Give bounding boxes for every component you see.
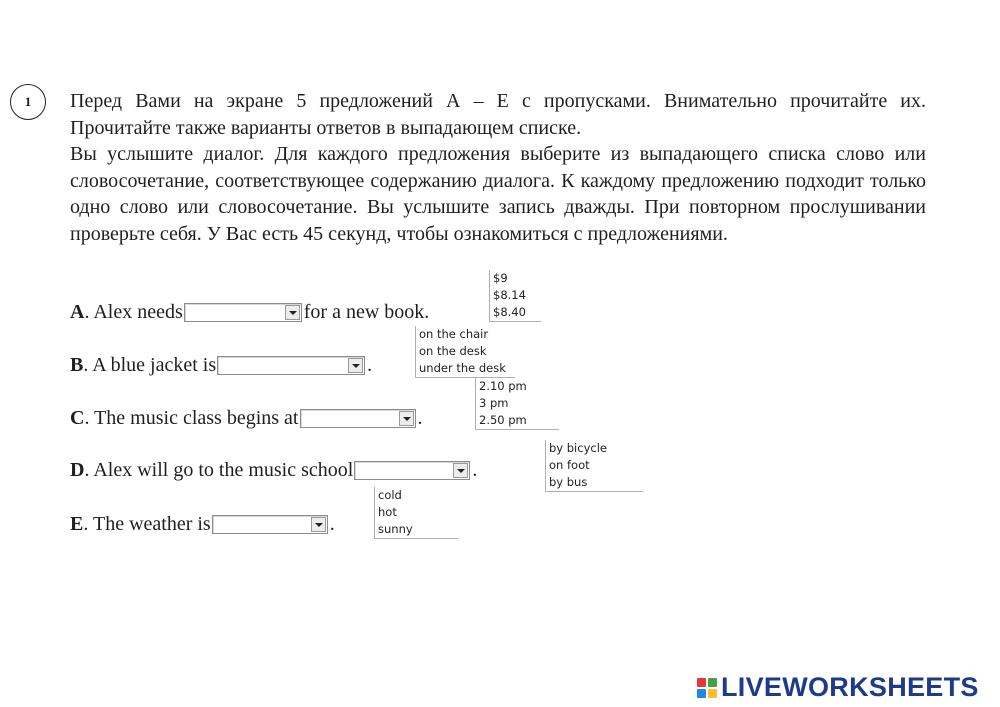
question-letter: E [70, 512, 84, 535]
answer-dropdown-a[interactable] [184, 303, 302, 322]
option-item[interactable]: on the chair [419, 327, 489, 341]
question-text-after: . [472, 458, 478, 481]
option-item[interactable]: $8.14 [493, 288, 526, 302]
option-item[interactable]: under the desk [419, 361, 506, 375]
question-letter: A [70, 300, 85, 323]
option-item[interactable]: 3 pm [479, 396, 509, 410]
question-text-before: . Alex needs [84, 300, 183, 323]
chevron-down-icon[interactable] [399, 411, 414, 426]
chevron-down-icon[interactable] [311, 517, 326, 532]
question-text-before: . The weather is [83, 512, 211, 535]
chevron-down-icon[interactable] [453, 463, 468, 478]
option-item[interactable]: on the desk [419, 344, 487, 358]
option-item[interactable]: by bicycle [549, 441, 607, 455]
option-item[interactable]: 2.50 pm [479, 413, 527, 427]
question-text-before: . Alex will go to the music school [84, 458, 354, 481]
answer-dropdown-c[interactable] [300, 409, 416, 428]
question-text-after: . [417, 406, 423, 429]
question-text-after: . [329, 512, 335, 535]
logo-square [708, 678, 717, 687]
option-item[interactable]: cold [378, 488, 402, 502]
question-c [70, 405, 423, 431]
question-d [70, 457, 477, 483]
question-e [70, 511, 335, 537]
question-letter: B [70, 353, 84, 376]
option-item[interactable]: $9 [493, 271, 508, 285]
brand-name: LIVEWORKSHEETS [721, 672, 979, 702]
option-item[interactable]: on foot [549, 458, 590, 472]
option-item[interactable]: hot [378, 505, 397, 519]
instructions-paragraph-2: Вы услышите диалог. Для каждого предложения выберите из выпадающего списка слово или словосочетание, соответствующее содержанию диалога. К каждому предложению подходит только одно слово или словосочетание. Вы услышите запись дважды. При повторном прослушивании проверьте себя. У Вас есть 45 секунд, чтобы ознакомиться с предложениями. [70, 143, 926, 245]
question-text-after: . [367, 353, 373, 376]
answer-dropdown-d[interactable] [354, 461, 470, 480]
chevron-down-icon[interactable] [348, 358, 363, 373]
question-letter: C [70, 406, 85, 429]
option-item[interactable]: 2.10 pm [479, 379, 527, 393]
logo-square [697, 689, 706, 698]
option-item[interactable]: sunny [378, 522, 413, 536]
answer-dropdown-b[interactable] [217, 356, 365, 375]
question-a [70, 299, 429, 325]
options-list-b [415, 326, 515, 378]
logo-square [708, 689, 717, 698]
task-number-badge [10, 84, 46, 120]
options-list-a [489, 270, 541, 322]
question-text-before: . The music class begins at [84, 406, 299, 429]
logo-square [697, 678, 706, 687]
question-text-after: for a new book. [303, 300, 430, 323]
instructions-paragraph-1: Перед Вами на экране 5 предложений А – Е с пропусками. Внимательно прочитайте их. Прочитайте также варианты ответов в выпадающем списке. [70, 90, 926, 139]
liveworksheets-logo-icon [697, 678, 717, 698]
answer-dropdown-e[interactable] [212, 515, 328, 534]
option-item[interactable]: by bus [549, 475, 588, 489]
instructions [70, 88, 926, 247]
option-item[interactable]: $8.40 [493, 305, 526, 319]
question-b [70, 352, 372, 378]
question-letter: D [70, 458, 85, 481]
task-number: 1 [24, 94, 32, 109]
liveworksheets-logo [697, 672, 979, 703]
chevron-down-icon[interactable] [285, 305, 300, 320]
options-list-d [545, 440, 643, 492]
options-list-c [475, 378, 559, 430]
question-text-before: . A blue jacket is [83, 353, 217, 376]
options-list-e [374, 487, 458, 539]
